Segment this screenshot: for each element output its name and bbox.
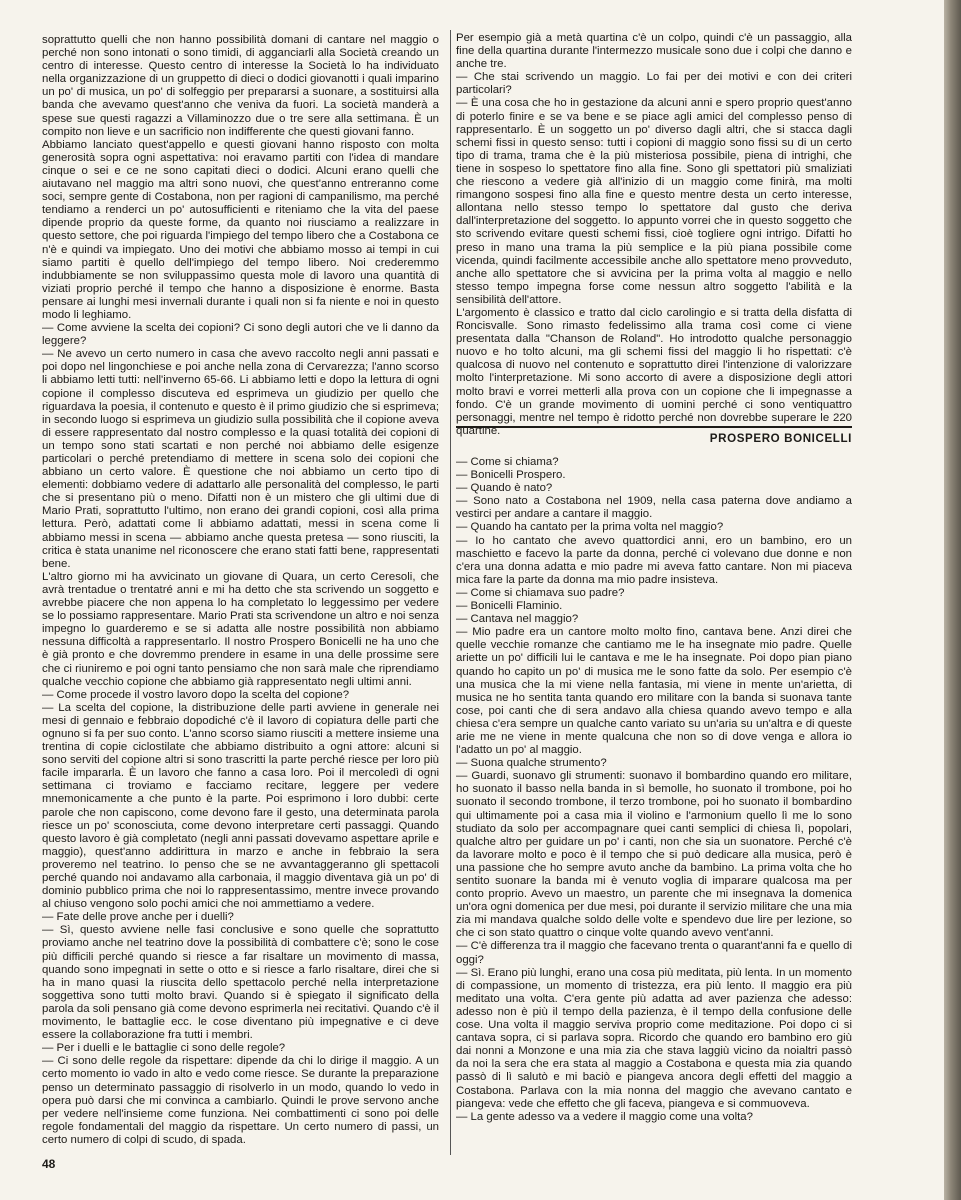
question: — Suona qualche strumento?: [456, 757, 607, 770]
answer: — Io ho cantato che avevo quattordici anni, ero un bambino, ero un maschietto e facevo la parte da donna, perché ci volevano due donne e non c'era una donna adatta e mio padre mi aveva fatto cantare. Non mi piaceva mica fare la parte da donna ma mio padre insisteva.: [456, 534, 852, 586]
section-rule: [456, 426, 852, 428]
right-column-interview: [456, 456, 852, 1124]
paragraph: Abbiamo lanciato quest'appello e questi giovani hanno risposto con molta generosità sopra ogni aspettativa: noi eravamo partiti con l'idea di mandare cinque o sei e ce ne sono capitati dieci o dodici. Alcuni erano quelli che aiutavano nel maggio ma altri sono nuovi, che quest'anno entreranno come soci, sempre gente di Costabona, non per ragioni di campanilismo, ma perché tendiamo a renderci un po' autosufficienti e riteniamo che la vita del paese dipende proprio da queste forme, da quanto noi riusciamo a realizzare in questo settore, che poi riguarda l'impiego del tempo libero che a Costabona ce n'è e quindi va impiegato. Uno dei motivi che abbiamo mosso ai tempi in cui siamo partiti è quello dell'impiego del tempo libero. Noi crederemmo indubbiamente se non sviluppassimo questa mole di lavoro una quantità di viziati proprio perché il tempo che hanno a disposizione è enorme. Basta pensare ai lunghi mesi invernali durante i quali non si fa niente e noi in questo modo li leghiamo.: [42, 138, 439, 321]
question: — Fate delle prove anche per i duelli?: [42, 911, 234, 924]
answer: — Ci sono delle regole da rispettare: dipende da chi lo dirige il maggio. A un certo momento io vado in alto e vedo come riesce. Se durante la preparazione penso un determinato passaggio di risolverlo in un modo, quando lo vedo in opera può darsi che mi convinca a cambiarlo. Quindi le prove servono anche per vedere nell'insieme come funziona. Nei combattimenti ci sono poi delle regole fondamentali del maggio da rispettare. Un certo numero di passi, un certo numero di colpi di scudo, di spada.: [42, 1055, 439, 1146]
answer: — Ne avevo un certo numero in casa che avevo raccolto negli anni passati e poi dopo nel lingonchiese e poi anche nella zona di Cervarezza; l'anno scorso li abbiamo letti tutti: nell'inverno 65-66. Li abbiamo letti e dopo la lettura di ogni copione il complesso discuteva ed esprimeva un giudizio per quello che riguardava la poesia, il contenuto e questo è il primo giudizio che si esprimeva; in secondo luogo si esprimeva un giudizio sulla possibilità che il copione aveva di essere rappresentato dal nostro complesso e la quasi totalità dei copioni di un tempo sono stati scartati e non perché noi abbiamo delle esigenze particolari o perché pretendiamo di mettere in scena solo dei copioni che abbiano un certo valore. È questione che noi abbiamo un certo tipo di elementi: dobbiamo vedere di adattarlo alle personalità del complesso, le parti che si presentano più o meno. Difatti non è un mistero che gli ultimi due di Mario Prati, soprattutto l'ultimo, non erano dei grandi copioni, così alla prima lettura. Però, adattati come li abbiamo adattati, messi in scena come li abbiamo messi in scena — abbiamo anche questa pretesa — sono riusciti, la critica è stata unanime nel riconoscere che erano stati fatti bene, rappresentati bene.: [42, 348, 440, 570]
question: — Come procede il vostro lavoro dopo la scelta del copione?: [42, 688, 350, 701]
answer: — Bonicelli Prospero.: [456, 469, 566, 482]
paragraph: Per esempio già a metà quartina c'è un colpo, quindi c'è un passaggio, alla fine della quartina durante l'intermezzo musicale sono due i colpi che danno e anche tre.: [456, 32, 852, 71]
question: — Quando ha cantato per la prima volta nel maggio?: [456, 521, 724, 534]
answer: — Mio padre era un cantore molto molto fino, cantava bene. Anzi direi che quelle vecchie romanze che cantiamo me le ha insegnate mio padre. Quelle ariette un po' difficili lui le cantava e me le ha insegnate. Poi dopo pian piano quando ho capito un po' di musica me le sono fatte da solo. Per esempio c'è una musica che la mi viene nella fantasia, mi viene in mente un'arietta, di musica ne ho sentita tanta quando ero militare con la banda si suonava tante cose, poi canti che di sera andavo alla chiesa quando avevo tempo e alla chiesa c'era sempre un qualche canto variato su un'aria su un'altra e di queste arie me ne viene in mente qualcuna che non so di dove venga e allora io l'adatto un po' al maggio.: [456, 626, 852, 757]
answer: — Sì, questo avviene nelle fasi conclusive e sono quelle che soprattutto proviamo anche nel teatrino dove la possibilità di combattere c'è; sono le cose più difficili perché quando si riesce a far risaltare un movimento di massa, quando sono impegnati in sette o otto e si riesce a farlo risaltare, direi che si ha in mano quasi la riuscita dello spettacolo perché nella interpretazione soggettiva sono tutti molto bravi. Quando si è spiegato il significato della parola da soli pensano già come devono esprimerla nei recitativi. Quando c'è il movimento, le battaglie ecc. le cose diventano più impegnative e ci deve essere la collaborazione fra tutti i membri.: [42, 924, 439, 1042]
question: — C'è differenza tra il maggio che facevano trenta o quarant'anni fa e quello di oggi?: [456, 940, 852, 966]
question: — Quando è nato?: [456, 482, 553, 495]
binding-edge: [944, 0, 961, 1200]
question: — Che stai scrivendo un maggio. Lo fai per dei motivi e con dei criteri particolari?: [456, 71, 852, 97]
left-column: [42, 34, 439, 1147]
answer: — È una cosa che ho in gestazione da alcuni anni e spero proprio quest'anno di poterlo finire e se va bene e se piace agli amici del complesso penso di rappresentarlo. È un soggetto un po' diverso dagli altri, che si stacca dagli schemi fissi in questo senso: tutti i copioni di maggio sono fissi su di un certo tipo di trama, trama che è la più misteriosa possibile, piena di intrighi, che tiene in sospeso lo spettatore fino alla fine. Sono gli spettatori più smaliziati che riescono a vedere già all'inizio di un maggio come finirà, ma molti rimangono sospesi fino alla fine e questo mentre desta un certo interesse, allontana nello stesso tempo lo spettatore dal gusto che deriva dall'interpretazione del soggetto. Io appunto vorrei che in questo soggetto che sto scrivendo evitare questi schemi fissi, cioè togliere ogni intrigo. Difatti ho preso in mano una trama la più semplice e la più piana possibile come vicenda, quindi facilmente accessibile anche allo spettatore meno provveduto, anche allo spettatore che si avvicina per la prima volta al maggio e nello stesso tempo impegna forse come nessun altro soggetto l'abilità e la sensibilità dell'attore.: [456, 97, 852, 306]
question: — La gente adesso va a vedere il maggio come una volta?: [456, 1110, 753, 1123]
paragraph: L'altro giorno mi ha avvicinato un giovane di Quara, un certo Ceresoli, che avrà trentadue o trentatré anni e mi ha detto che sta scrivendo un soggetto e avrebbe piacere che non appena lo ha completato lo leggessimo per vedere se lo possiamo rappresentare. Mario Prati sta scrivendone un altro e noi senza impegno lo guarderemo e se si adatta alle nostre possibilità non abbiamo nessuna difficoltà a rappresentarlo. Il nostro Prospero Bonicelli ne ha uno che è già pronto e che dovremmo prendere in esame in una delle prossime sere che ci riuniremo e poi ogni tanto pensiamo che non sarà male che riprendiamo qualche vecchio copione che abbiamo già rappresentato negli ultimi anni.: [42, 570, 439, 688]
answer: — La scelta del copione, la distribuzione delle parti avviene in generale nei mesi di gennaio e febbraio dopodiché c'è il lavoro di copiatura delle parti che ognuno si fa per suo conto. L'anno scorso siamo riusciti a mettere insieme una trentina di copie ciclostilate che abbiamo distribuito a ogni attore: alcuni si sono serviti del copione altri si sono trascritti la parte perché riesce per loro più facile impararla. È un lavoro che fanno a casa loro. Poi il mercoledì di ogni settimana ci troviamo e facciamo recitare, leggere per vedere mnemonicamente a che punto è la parte. Poi esprimono i loro dubbi: certe parole che non capiscono, come devono fare il gesto, una determinata parola riesce un po' sconosciuta, come devono interpretare certi passaggi. Quando questo lavoro è già completato (negli anni passati dovevamo aspettare aprile e maggio), quest'anno addirittura in marzo e anche in febbraio la sera proveremo nel teatrino. Io penso che se ne avvantaggeranno gli spettacoli perché quando noi andavamo alla carbonaia, il maggio diventava già un po' di dominio pubblico prima che noi lo rappresentassimo, mentre invece provando al chiuso vengono solo pochi amici che noi ammettiamo a vedere.: [42, 701, 440, 911]
author-heading: PROSPERO BONICELLI: [709, 432, 852, 445]
answer: — Sì. Erano più lunghi, erano una cosa più meditata, più lenta. In un momento di compassione, un momento di tristezza, era più lento. Il maggio era più meditato una volta. C'era gente più adatta ad aver pazienza che adesso: adesso non è più il tempo della pazienza, è il tempo della confusione delle cose. Una volta il maggio serviva proprio come meditazione. Poi dopo ci si cantava sopra, ci si parlava sopra. Ricordo che quando ero bambino ero giù dai nonni a Monzone e una mia zia che stava laggiù vicino da noialtri passò da noi la sera che era stata al maggio a Costabona e questa mia zia quando passò di lì salutò e mi baciò e piangeva ancora degli effetti del maggio a Costabona. Parlava con la mia nonna del maggio che avevano cantato e piangeva: vede che effetto che gli faceva, piangeva e si commuoveva.: [456, 966, 852, 1110]
paragraph: soprattutto quelli che non hanno possibilità domani di cantare nel maggio o perché non sono intonati o sono timidi, di agganciarli alla Società creando un centro di interesse. Questo centro di interesse la Società lo ha individuato nella organizzazione di un gruppetto di dieci o dodici giovanotti i quali imparino un po' di musica, un po' di solfeggio per prepararsi a suonare, a sostituirsi alla banda che avevamo quest'anno che veniva da fuori. La società manderà a spese sue questi ragazzi a Villaminozzo due o tre sere alla settimana. È un compito non lieve e un sacrificio non indifferente che questi giovani fanno.: [42, 34, 439, 138]
answer: — Bonicelli Flaminio.: [456, 600, 563, 613]
question: — Cantava nel maggio?: [456, 613, 579, 626]
answer: — Sono nato a Costabona nel 1909, nella casa paterna dove andiamo a vestirci per andare a cantare il maggio.: [456, 495, 852, 521]
paragraph: L'argomento è classico e tratto dal ciclo carolingio e si tratta della disfatta di Roncisvalle. Sono rimasto fedelissimo alla trama così come ci viene presentata dalla "Chanson de Roland". Ho introdotto qualche personaggio nuovo e ho tolto alcuni, ma gli schemi fissi del maggio li ho rispettati: c'è qualcosa di nuovo nel contenuto e soprattutto direi l'intenzione di valorizzare molto l'interpretazione. Mi sono accorto di avere a disposizione degli attori molto bravi e vorrei metterli alla prova con un copione che li impegnasse a fondo. C'è un grande movimento di uomini perché ci sono ventiquattro personaggi, mentre nel tempo è ridotto perché non dovrebbe superare le 220 quartine.: [456, 306, 852, 437]
column-divider: [450, 30, 451, 1155]
question: — Come si chiamava suo padre?: [456, 586, 625, 599]
answer: — Guardi, suonavo gli strumenti: suonavo il bombardino quando ero militare, ho suonato il basso nella banda in sì bemolle, ho suonato il trombone, poi ho suonato il secondo trombone, il terzo trombone, poi ho suonato il bombardino qui ultimamente poi a casa mia il violino e l'armonium quello lì me lo sono studiato da solo per accompagnare quei canti semplici di chiesa lì, popolari, qualche altro per guidare un po' i canti, non che sia un suonatore. Perché c'è da lavorare molto e poco è il tempo che si può dedicare alla musica, però è una passione che ho sempre avuto anche da bambino. La prima volta che ho sentito suonare la banda mi è venuto voglia di imparare qualcosa ma per conto proprio. Avevo un maestro, un parente che mi insegnava la domenica un'ora ogni domenica per due mesi, poi durante il servizio militare che una mia zia mi mandava qualche soldo delle volte e spendevo due lire per lezione, so che ci son stato quattro o cinque volte quando avevo vent'anni.: [456, 770, 852, 940]
question: — Come si chiama?: [456, 456, 559, 468]
question: — Per i duelli e le battaglie ci sono delle regole?: [42, 1042, 286, 1055]
right-column-top: [456, 32, 852, 438]
page-number: 48: [42, 1157, 56, 1171]
question: — Come avviene la scelta dei copioni? Ci sono degli autori che ve li danno da leggere?: [42, 322, 439, 348]
